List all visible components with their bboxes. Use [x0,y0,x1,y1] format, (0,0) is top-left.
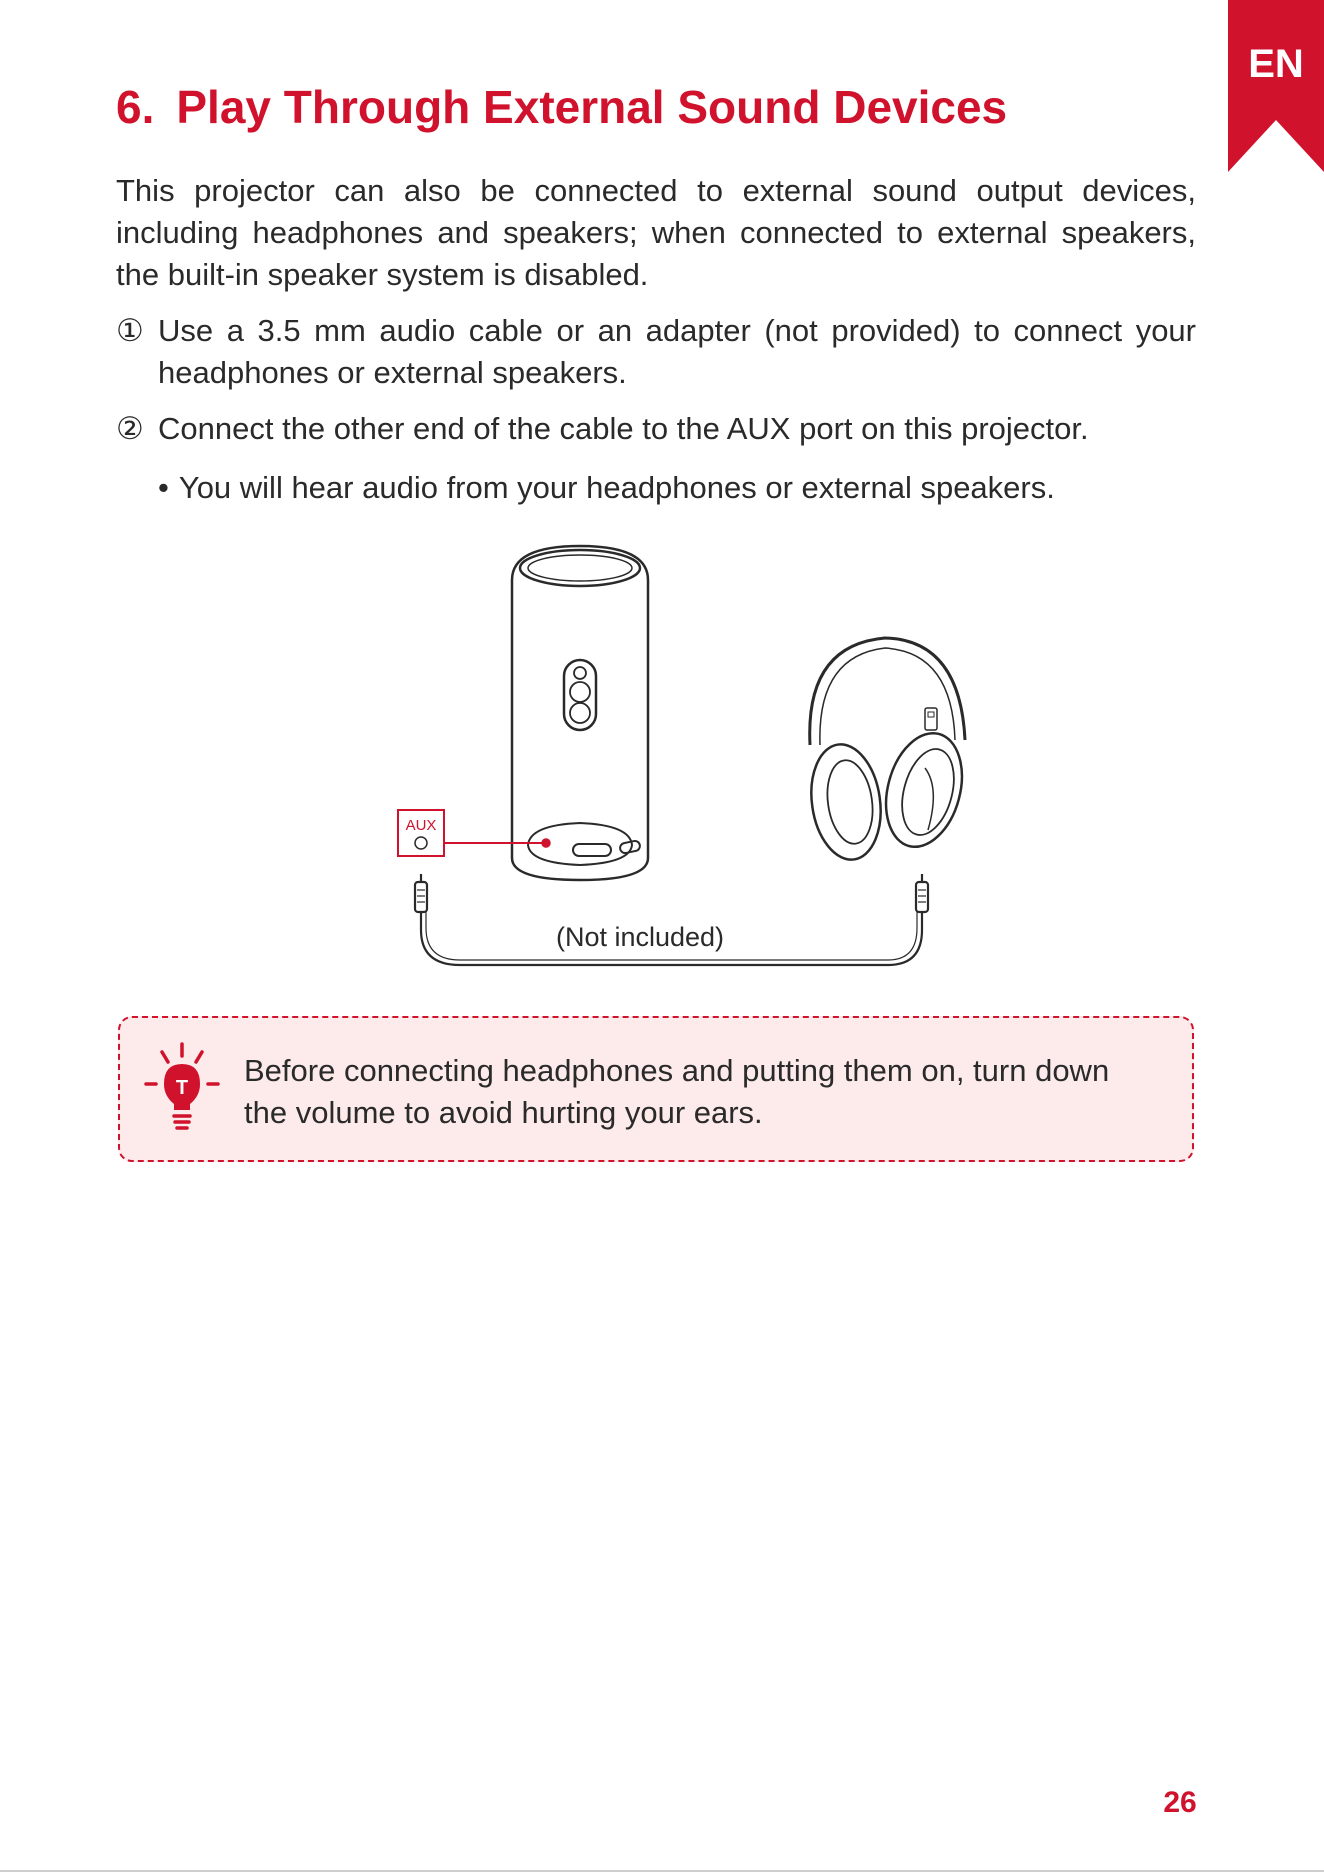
intro-paragraph: This projector can also be connected to external sound output devices, including headphones and speakers; when connected to external speakers, the built-in speaker system is disabled. [116,173,1196,292]
step-2-text: Connect the other end of the cable to the AUX port on this projector. [158,411,1089,446]
section-title [116,80,1007,134]
lightbulb-tip-icon [142,1040,222,1140]
section-title-text: Play Through External Sound Devices [176,81,1008,133]
section-number: 6. [116,81,155,133]
language-tab [1228,0,1324,172]
projector-icon [512,546,648,880]
tip-text: Before connecting headphones and putting them on, turn down the volume to avoid hurting your ears. [244,1053,1110,1130]
bullet-dot: • [158,470,169,505]
tip-box [118,1016,1194,1162]
result-bullet [158,467,1055,509]
step-1-marker: ① [116,313,144,348]
result-text: You will hear audio from your headphones or external speakers. [178,470,1055,505]
step-1-text: Use a 3.5 mm audio cable or an adapter (not provided) to connect your headphones or external speakers. [158,313,1196,390]
headphones-icon [804,638,974,864]
connection-diagram [380,540,1020,980]
connection-illustration [380,540,1020,980]
aux-port-dot [542,839,550,847]
svg-text:T: T [175,1077,189,1099]
aux-label: AUX [405,817,437,834]
page-number: 26 [1163,1786,1197,1819]
language-label: EN [1248,42,1304,86]
step-2-marker: ② [116,411,144,446]
cable-note: (Not included) [555,922,725,952]
